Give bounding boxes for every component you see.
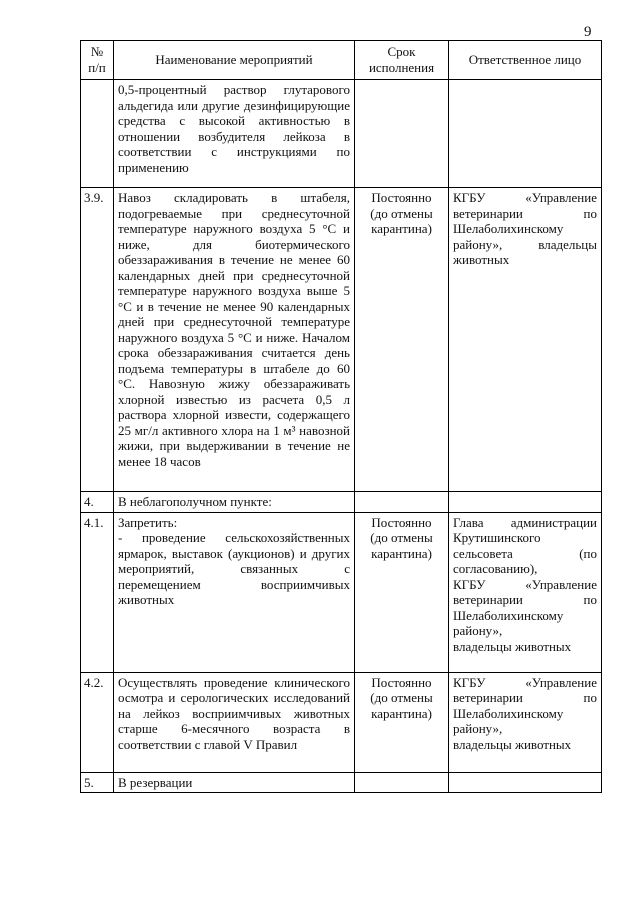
row-measure: 0,5-процентный раствор глутарового альдегида или другие дезинфицирующие средства с высокой активностью в отношении возбудителя лейкоза в соответствии с инструкциями по применению bbox=[114, 80, 355, 188]
header-term: Срок исполнения bbox=[355, 41, 449, 80]
row-responsible bbox=[449, 492, 602, 513]
row-measure: Осуществлять проведение клинического осмотра и серологических исследований на лейкоз восприимчивых животных старше 6-месячного возраста в соответствии с главой V Правил bbox=[114, 672, 355, 772]
row-measure: Запретить: - проведение сельскохозяйственных ярмарок, выставок (аукционов) и других мероприятий, связанных с перемещением восприимчивых животных bbox=[114, 512, 355, 672]
table-header-row bbox=[81, 41, 602, 80]
row-term: Постоянно (до отмены карантина) bbox=[355, 188, 449, 492]
header-responsible: Ответственное лицо bbox=[449, 41, 602, 80]
row-term bbox=[355, 492, 449, 513]
row-number: 4. bbox=[81, 492, 114, 513]
row-measure: Навоз складировать в штабеля, подогреваемые при среднесуточной температуре наружного воздуха 5 °С и ниже, для биотермического обеззараживания в течение не менее 60 календарных дней при среднесуточной температуре наружного воздуха выше 5 °С и в течение не менее 90 календарных дней при среднесуточной температуре наружного воздуха 5 °С и ниже. Началом срока обеззараживания считается день подъема температуры в штабеле до 60 °С. Навозную жижу обеззараживать хлорной известью из расчета 0,5 л раствора хлорной извести, содержащего 25 мг/л активного хлора на 1 м³ навозной жижи, при выдерживании в течение не менее 18 часов bbox=[114, 188, 355, 492]
row-number: 4.1. bbox=[81, 512, 114, 672]
page-number: 9 bbox=[584, 24, 592, 40]
row-responsible: КГБУ «Управление ветеринарии по Шелаболихинскому району», владельцы животных bbox=[449, 672, 602, 772]
row-responsible bbox=[449, 80, 602, 188]
row-number: 4.2. bbox=[81, 672, 114, 772]
row-measure: В неблагополучном пункте: bbox=[114, 492, 355, 513]
table-row bbox=[81, 188, 602, 492]
table-row bbox=[81, 80, 602, 188]
row-responsible bbox=[449, 772, 602, 793]
row-responsible: КГБУ «Управление ветеринарии по Шелаболихинскому району», владельцы животных bbox=[449, 188, 602, 492]
row-responsible: Глава администрации Крутишинского сельсовета (по согласованию), КГБУ «Управление ветеринарии по Шелаболихинскому району», владельцы животных bbox=[449, 512, 602, 672]
measures-table bbox=[80, 40, 602, 793]
header-number: № п/п bbox=[81, 41, 114, 80]
table-row bbox=[81, 492, 602, 513]
row-term bbox=[355, 772, 449, 793]
table-row bbox=[81, 772, 602, 793]
row-term: Постоянно (до отмены карантина) bbox=[355, 512, 449, 672]
row-measure: В резервации bbox=[114, 772, 355, 793]
table-row bbox=[81, 512, 602, 672]
row-number bbox=[81, 80, 114, 188]
table-row bbox=[81, 672, 602, 772]
header-measure-name: Наименование мероприятий bbox=[114, 41, 355, 80]
row-number: 5. bbox=[81, 772, 114, 793]
row-term: Постоянно (до отмены карантина) bbox=[355, 672, 449, 772]
row-term bbox=[355, 80, 449, 188]
row-number: 3.9. bbox=[81, 188, 114, 492]
